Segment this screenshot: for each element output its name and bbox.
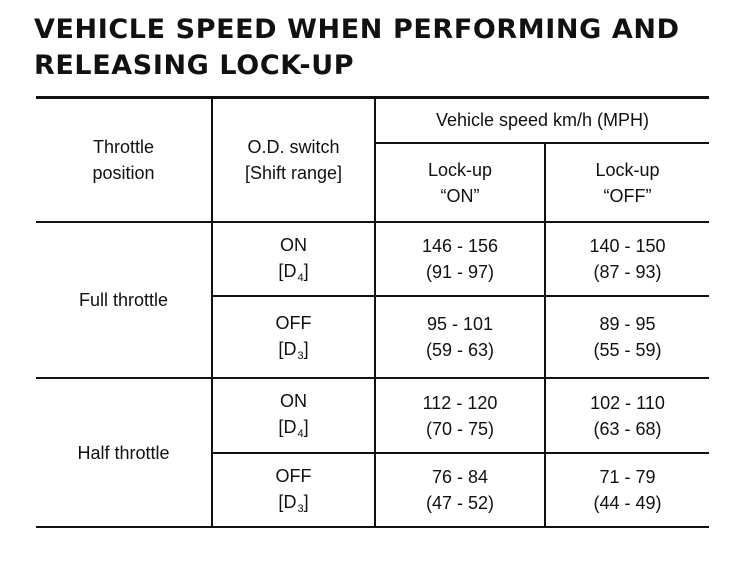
header-lockup-on: Lock-up “ON” [427, 159, 493, 206]
speed-lockup-off-cell: 71 - 79 (44 - 49) [593, 467, 662, 513]
header-od-switch: O.D. switch [Shift range] [244, 136, 343, 183]
speed-lockup-off-cell: 89 - 95 (55 - 59) [593, 314, 662, 360]
page-title [34, 12, 714, 84]
header-vehicle-speed: Vehicle speed km/h (MPH) [435, 110, 650, 130]
shift-range: $[D_4]$ [278, 260, 309, 284]
od-switch-cell: OFF $[D_3]$ [213, 297, 374, 377]
shift-range: $[D_3]$ [278, 491, 309, 515]
throttle-label-half: Half throttle [77, 442, 170, 463]
od-switch-cell: OFF $[D_3]$ [213, 454, 374, 526]
shift-range: $[D_3]$ [278, 338, 309, 362]
od-switch-cell: ON $[D_4]$ [213, 379, 374, 452]
speed-lockup-on-cell: 146 - 156 (91 - 97) [421, 236, 499, 282]
title-line-1: VEHICLE SPEED WHEN PERFORMING AND [34, 14, 680, 45]
speed-lockup-off-cell: 140 - 150 (87 - 93) [589, 236, 666, 282]
title-line-2: RELEASING LOCK-UP [34, 50, 355, 81]
lockup-speed-table [36, 96, 709, 528]
header-throttle-position: Throttle position [92, 136, 155, 183]
header-lockup-off: Lock-up “OFF” [595, 159, 660, 206]
speed-lockup-on-cell: 76 - 84 (47 - 52) [425, 467, 495, 513]
od-switch-cell: ON $[D_4]$ [213, 223, 374, 295]
throttle-label-full: Full throttle [78, 290, 169, 310]
table-bottom-rule [36, 526, 709, 528]
speed-lockup-off-cell: 102 - 110 (63 - 68) [590, 392, 665, 439]
speed-lockup-on-cell: 95 - 101 (59 - 63) [425, 314, 495, 360]
shift-range: $[D_4]$ [278, 417, 309, 440]
speed-lockup-on-cell: 112 - 120 (70 - 75) [422, 392, 498, 439]
